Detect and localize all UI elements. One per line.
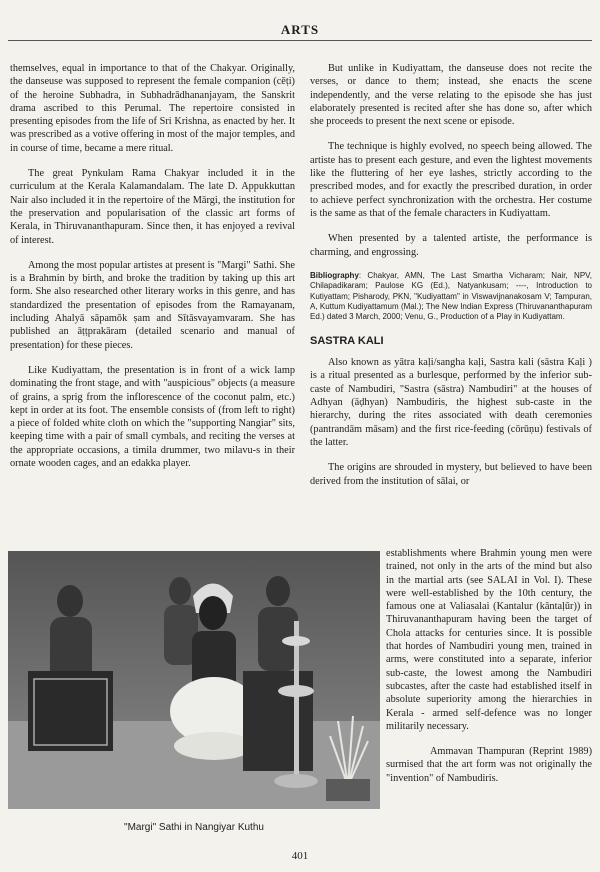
right-column xyxy=(310,62,592,500)
bibliography xyxy=(310,271,592,323)
bibliography-label: Bibliography xyxy=(310,270,359,280)
grain-measure xyxy=(326,779,370,801)
right-column-lower xyxy=(386,547,592,797)
paragraph: The origins are shrouded in mystery, but believed to have been derived from the institution of sālai, or xyxy=(310,462,592,487)
paragraph: themselves, equal in importance to that of the Chakyar. Originally, the danseuse was supposed to represent the female companion (cēṭi) of the heroine Subhadra, in Subhadrādhananjayam, the Sanskrit drama ascribed to this Perumal. The repertoire consisted in presenting episodes from the life of Sri Krishna, as enacted by her. It was prescribed as a votive offering in most of the major temples, and in course of time, became a mere ritual. xyxy=(10,63,295,154)
figure-caption: "Margi" Sathi in Nangiyar Kuthu xyxy=(124,822,264,833)
section-title: SASTRA KALI xyxy=(310,334,384,347)
paragraph: When presented by a talented artiste, the performance is charming, and engrossing. xyxy=(310,233,592,258)
paragraph: establishments where Brahmin young men were trained, not only in the arts of the mind but also in the martial arts (see SALAI in Vol. I). These were well-established by the 10th century, the famous one at Valiasalai (Kantalur (kāntaḷūr)) in Thiruvananthapuram having been the target of Chola attacks for centuries since. It is possible that hordes of Nambudiri young men, trained in arms, were constituted into a separate, inferior sub-caste, the lowest among the Nambudiri subcastes, after the caste had established itself in absolute superiority among the hierarchies in Kerala - armed self-defence was no longer militarily necessary. xyxy=(386,548,592,732)
running-header: ARTS xyxy=(280,22,320,37)
photo-illustration xyxy=(8,551,380,809)
paragraph: Ammavan Thampuran (Reprint 1989) surmised that the art form was not originally the "invention" of Nambudiris. xyxy=(386,746,592,784)
paragraph: The technique is highly evolved, no speech being allowed. The artiste has to present each gesture, and even the lightest movements like the fluttering of her eye lashes, strictly according to the prescribed modes, and for exactly the prescribed duration, in order to achieve perfect synchronization with the orchestra. Her costume is the same as that of the female characters in Kudiyattam. xyxy=(310,141,592,219)
bibliography-text: : Chakyar, AMN, The Last Smartha Vicharam; Nair, NPV, Chilapadikaram; Paulose KG (Ed.), Natyankusam; ----, Introduction to Kutiyattam; Pisharody, PKN, "Kudiyattam" in Viswavijnanakosam V; Tampuran, A, Kuttum Kudiyattamum (Mal.); The New Indian Express (Thiruvananthapuram Ed.) dated 3 March, 2000; Venu, G., Production of a Play in Kudiyattam. xyxy=(310,270,592,322)
paragraph: But unlike in Kudiyattam, the danseuse does not recite the verses, or dance to them; instead, she enacts the scene independently, and the verse relating to the episode she has just elaborately presented is recited after she has done so, after which she proceeds to present the next scene or episode. xyxy=(310,63,592,128)
page-number: 401 xyxy=(291,850,309,862)
paragraph: Also known as yātra kaḷi/sangha kaḷi, Sastra kali (sāstra Kaḷi ) is a ritual presented as a burlesque, performed by the inferior sub-caste of Nambudiri, "Sastra (sāstra) Nambudiri" at the houses of Adhyan (āḍhyan) Nambudiris, the highest sub-caste in the hierarchy, during the rites associated with death ceremonies (pantrandām māsam) and the first rice-feeding (cōrūṇu) festivals of the latter. xyxy=(310,357,592,448)
header-rule xyxy=(8,40,592,41)
left-column xyxy=(10,62,295,482)
paragraph: Among the most popular artistes at present is "Margi" Sathi. She is a Brahmin by birth, and broke the tradition by taking up this art form. She also researched other literary works in this genre, and has standardized the presentation of episodes from the Ramayanam, including Ahalyā sāpamōk ṣam and Sītāsvayamvaram. She has published an āṭṭprakāram (detailed scenario and manual of presentation) for these pieces. xyxy=(10,259,295,351)
paragraph: Like Kudiyattam, the presentation is in front of a wick lamp dominating the front stage, and with "auspicious" objects (a measure of grains, a sprig from the inflorescence of the coconut palm, etc.) kept in order at its foot. The ensemble consists of (from left to right) a piece of folded white cloth on which the "supporting Nangiar" sits, keeping time with a pair of small cymbals, and reciting the verses at the appropriate occasions, a timila drummer, two milavu-s in their ornate wooden cages, and an edakka player. xyxy=(10,364,295,470)
paragraph: The great Pynkulam Rama Chakyar included it in the curriculum at the Kerala Kalamandalam. The late D. Appukkuttan Nair also included it in the repertoire of the Mārgi, the institution for the preservation and popularisation of the classic art forms of Kerala, in Thiruvananthapuram. Since then, it has enjoyed a revival of interest. xyxy=(10,168,295,246)
performance-photo xyxy=(8,551,380,809)
